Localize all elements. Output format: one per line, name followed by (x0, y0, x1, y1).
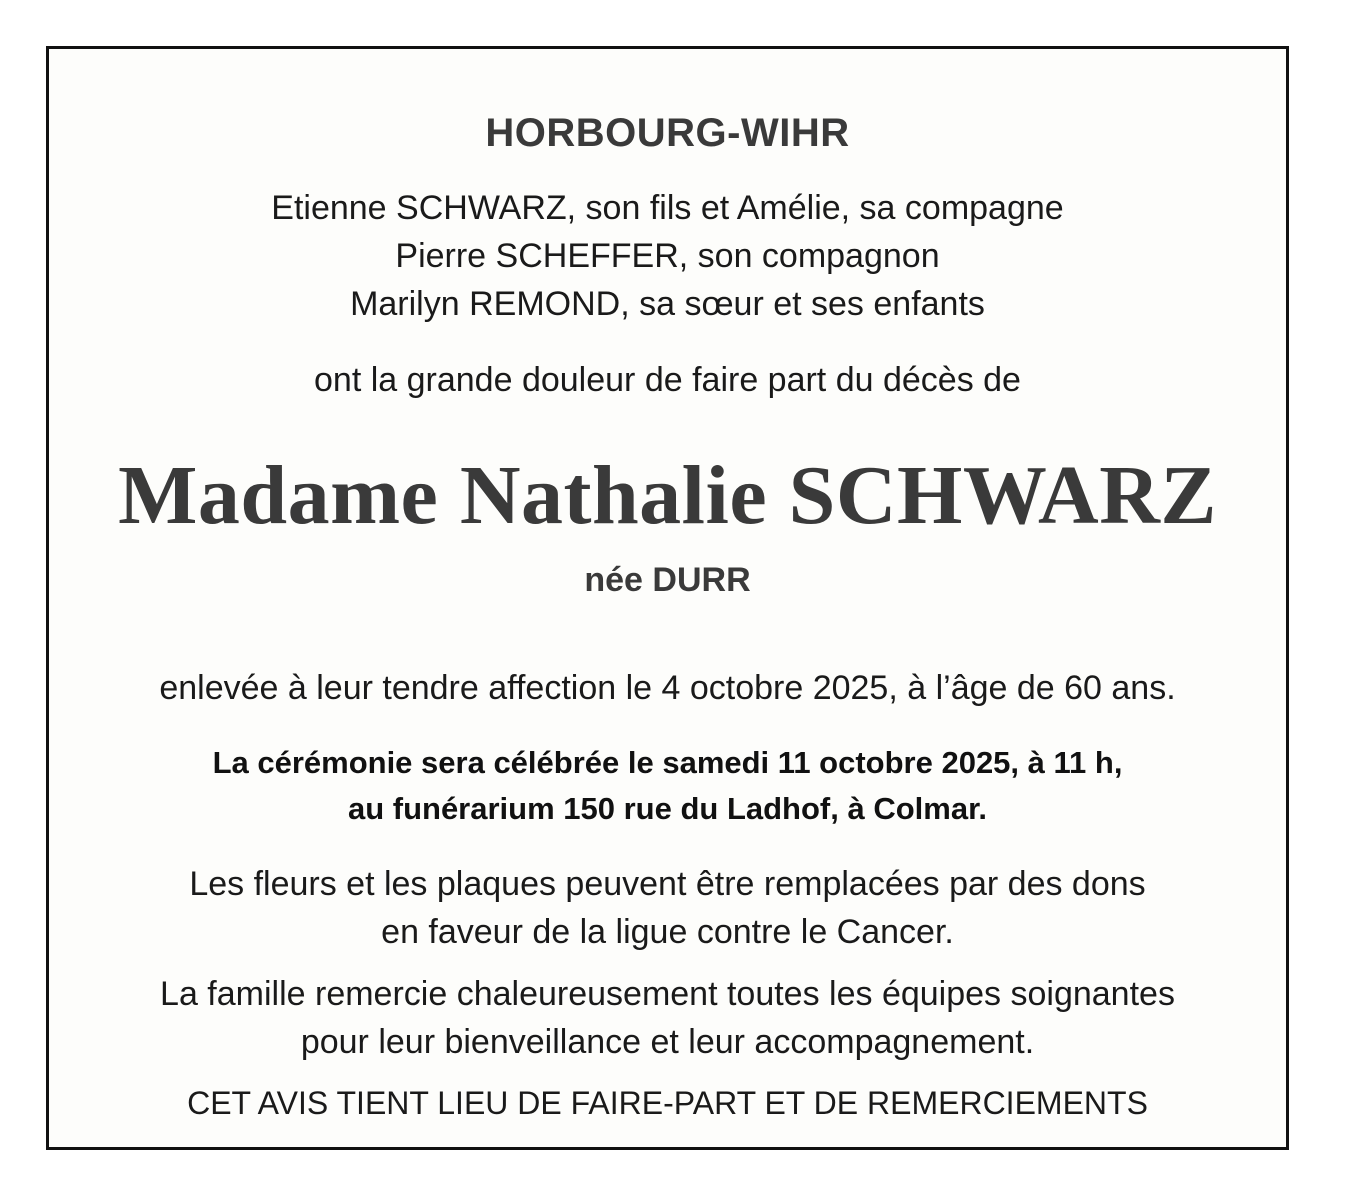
maiden-name: née DURR (584, 561, 751, 599)
flowers-line: en faveur de la ligue contre le Cancer. (381, 913, 954, 951)
family-line: Pierre SCHEFFER, son compagnon (395, 237, 940, 275)
family-line: Marilyn REMOND, sa sœur et ses enfants (350, 285, 985, 323)
announcement-text: ont la grande douleur de faire part du décès de (314, 361, 1021, 399)
ceremony-line: La cérémonie sera célébrée le samedi 11 octobre 2025, à 11 h, (212, 745, 1123, 780)
ceremony-line: au funérarium 150 rue du Ladhof, à Colmar. (347, 791, 988, 826)
flowers-line: Les fleurs et les plaques peuvent être remplacées par des dons (189, 865, 1146, 903)
thanks-line: pour leur bienveillance et leur accompagnement. (300, 1023, 1035, 1061)
deceased-name: Madame Nathalie SCHWARZ (118, 449, 1217, 542)
family-line: Etienne SCHWARZ, son fils et Amélie, sa compagne (271, 189, 1064, 227)
thanks-line: La famille remercie chaleureusement toutes les équipes soignantes (160, 975, 1175, 1013)
obituary-notice (46, 46, 1289, 1150)
death-date-line: enlevée à leur tendre affection le 4 octobre 2025, à l’âge de 60 ans. (159, 669, 1176, 707)
footer-text: CET AVIS TIENT LIEU DE FAIRE-PART ET DE REMERCIEMENTS (187, 1085, 1148, 1121)
town-heading: HORBOURG-WIHR (485, 111, 850, 155)
